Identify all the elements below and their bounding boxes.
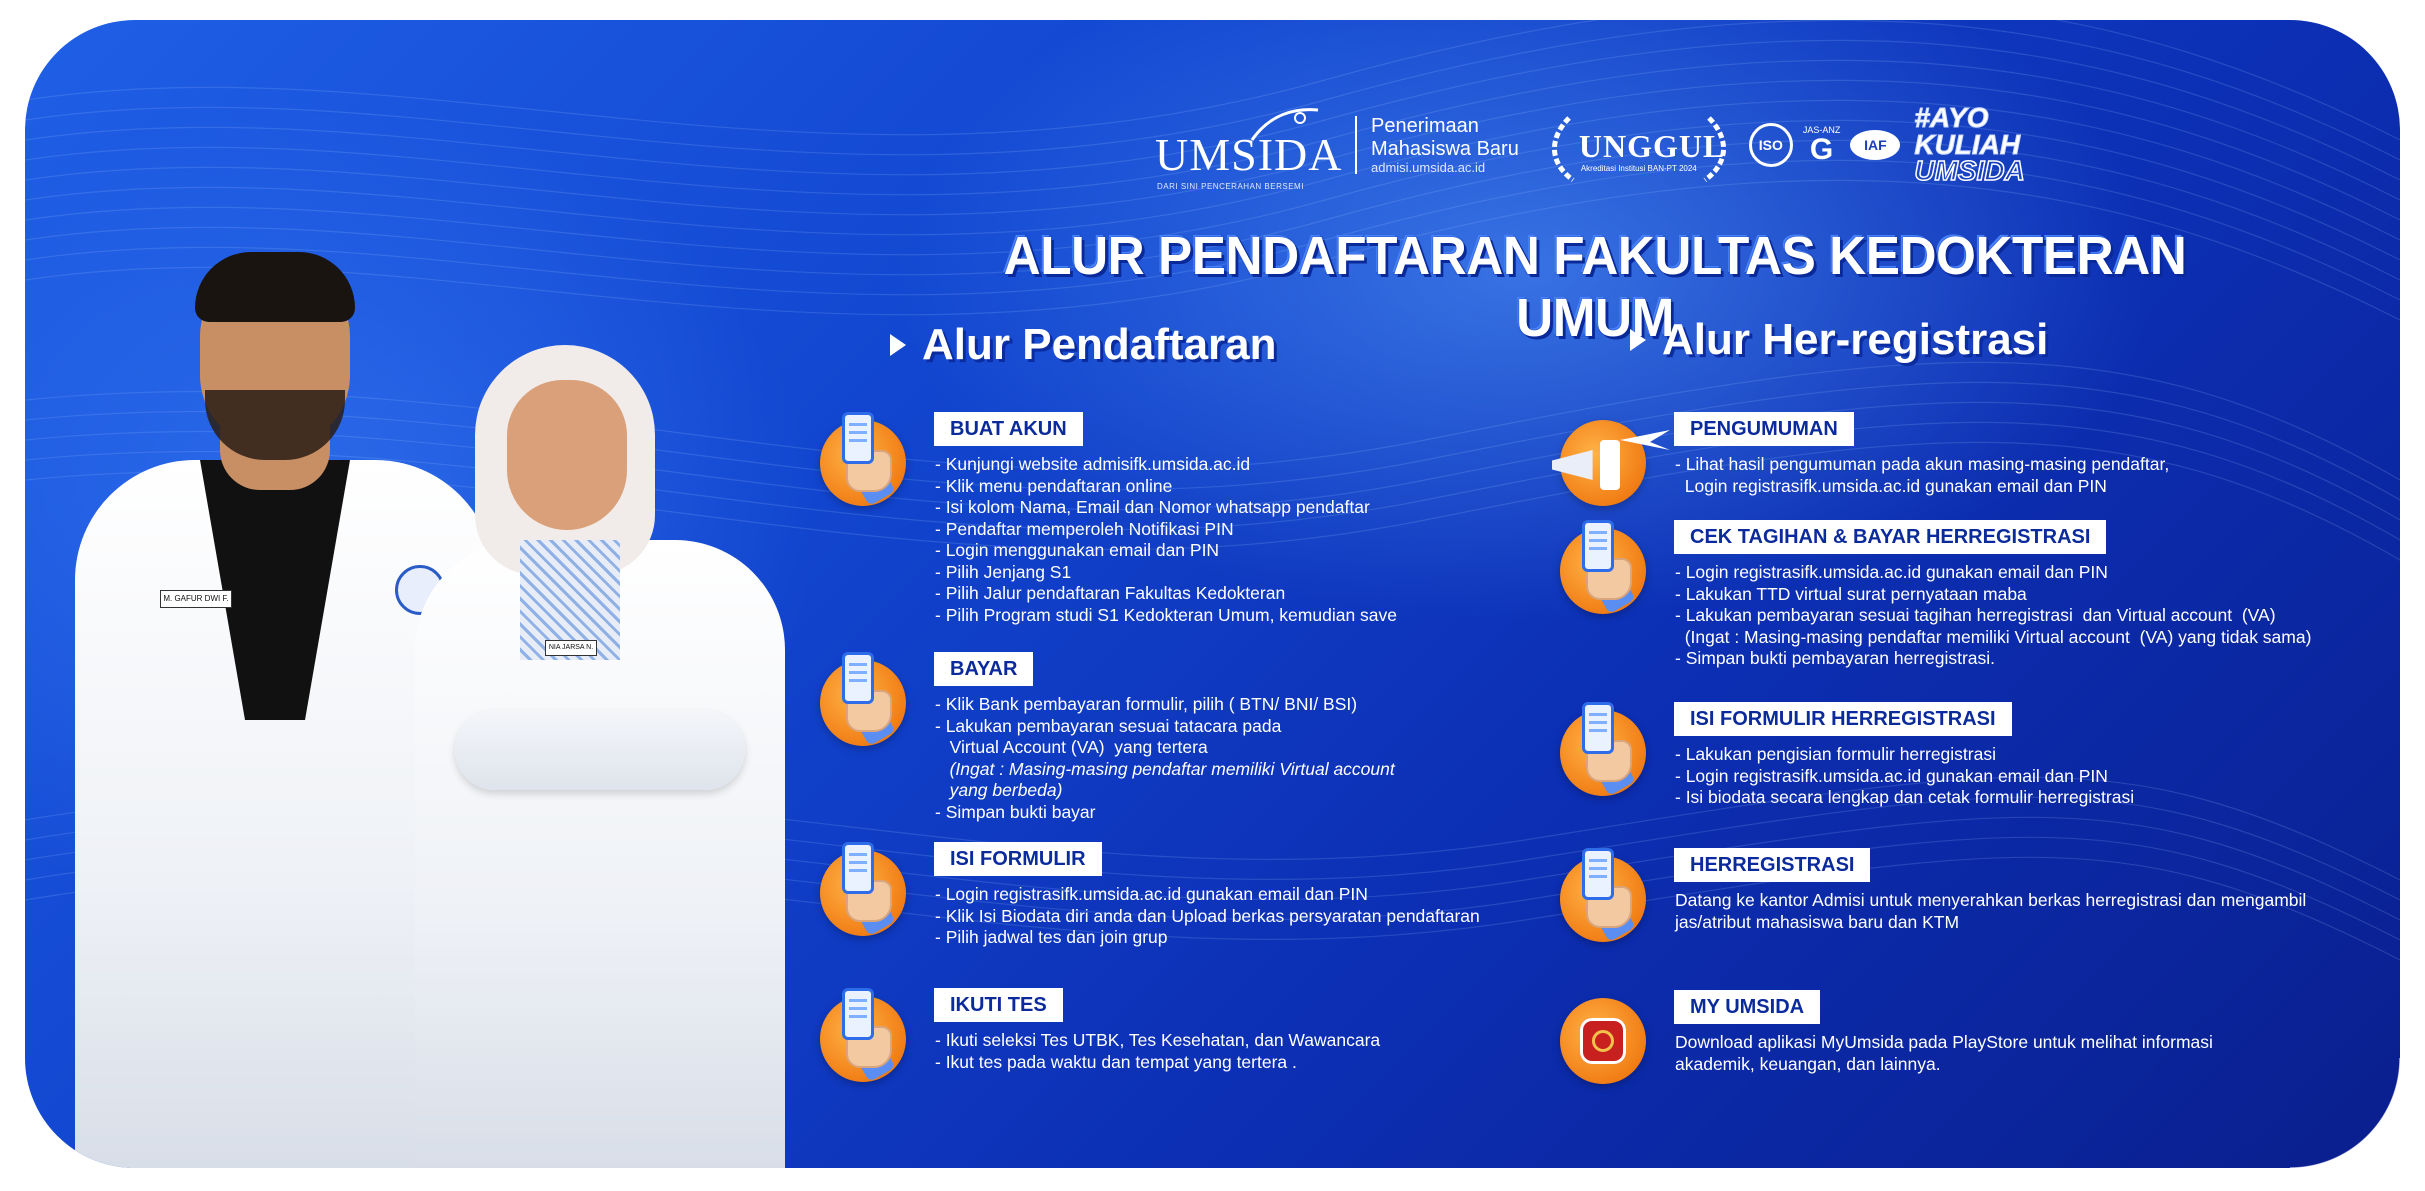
step-label: MY UMSIDA xyxy=(1674,990,1820,1024)
step-label: PENGUMUMAN xyxy=(1674,412,1854,446)
umsida-outline-text: UMSIDA xyxy=(1914,155,2025,187)
step-line: (Ingat : Masing-masing pendaftar memiliki Virtual account xyxy=(935,758,1395,779)
step-line: yang berbeda) xyxy=(935,780,1063,800)
step-description xyxy=(1675,744,2134,809)
pmb-line1: Penerimaan xyxy=(1371,114,1479,137)
step-line: - Lakukan pengisian formulir herregistrasi xyxy=(1675,744,1996,764)
step-label: CEK TAGIHAN & BAYAR HERREGISTRASI xyxy=(1674,520,2106,554)
step-label: ISI FORMULIR xyxy=(934,842,1102,876)
page-title: ALUR PENDAFTARAN FAKULTAS KEDOKTERAN UMUM xyxy=(1003,226,2187,348)
megaphone-icon xyxy=(1560,420,1646,506)
step-line: - Login menggunakan email dan PIN xyxy=(935,540,1220,560)
step-line: - Kunjungi website admisifk.umsida.ac.id xyxy=(935,454,1251,474)
umsida-wordmark: UMSIDA xyxy=(1155,129,1343,180)
section-heading-pendaftaran xyxy=(890,320,1277,370)
step-line: jas/atribut mahasiswa baru dan KTM xyxy=(1675,911,1960,932)
step-description xyxy=(935,884,1480,949)
crossed-arms xyxy=(455,710,745,790)
step-line: - Klik Isi Biodata diri anda dan Upload berkas persyaratan pendaftaran xyxy=(935,905,1480,926)
ayo-kuliah-logo xyxy=(1914,102,2025,187)
banner xyxy=(25,20,2400,1168)
my-umsida-app-icon xyxy=(1560,998,1646,1084)
step-line: Virtual Account (VA) yang tertera xyxy=(935,737,1208,757)
step-description xyxy=(1675,454,2169,497)
female-doctor-photo xyxy=(415,340,795,1168)
play-arrow-icon xyxy=(890,334,906,356)
jas-anz-badge xyxy=(1803,125,1841,165)
step-line: (Ingat : Masing-masing pendaftar memiliki Virtual account (VA) yang tidak sama) xyxy=(1675,626,2312,647)
step-description xyxy=(1675,562,2311,670)
step-line: - Isi kolom Nama, Email dan Nomor whatsapp pendaftar xyxy=(935,497,1370,517)
step-line: - Pilih Jenjang S1 xyxy=(935,561,1072,582)
jas-anz-mark: G xyxy=(1809,133,1834,166)
step-line: - Lakukan TTD virtual surat pernyataan maba xyxy=(1675,583,2027,604)
test-tablet-icon xyxy=(820,996,906,1082)
play-arrow-icon xyxy=(1630,329,1646,351)
step-line: - Pilih Jalur pendaftaran Fakultas Kedokteran xyxy=(935,583,1286,603)
unggul-text: UNGGUL xyxy=(1578,128,1726,164)
section-heading-text: Alur Pendaftaran xyxy=(922,320,1277,369)
step-line: - Login registrasifk.umsida.ac.id gunakan email dan PIN xyxy=(935,884,1368,904)
step-label: BAYAR xyxy=(934,652,1033,686)
step-line: - Ikut tes pada waktu dan tempat yang tertera . xyxy=(935,1051,1297,1072)
step-line: - Pilih Program studi S1 Kedokteran Umum, kemudian save xyxy=(935,604,1398,625)
step-description xyxy=(1675,890,2306,933)
card-payment-icon xyxy=(820,660,906,746)
step-label: BUAT AKUN xyxy=(934,412,1083,446)
step-line: Datang ke kantor Admisi untuk menyerahkan berkas herregistrasi dan mengambil xyxy=(1675,890,2307,910)
step-description xyxy=(935,454,1397,626)
step-description xyxy=(935,1030,1380,1073)
step-line: - Simpan bukti bayar xyxy=(935,801,1096,822)
umsida-tagline: DARI SINI PENCERAHAN BERSEMI xyxy=(1157,182,1304,191)
header-divider xyxy=(1355,116,1357,174)
step-line: - Ikuti seleksi Tes UTBK, Tes Kesehatan, dan Wawancara xyxy=(935,1030,1381,1050)
step-label: IKUTI TES xyxy=(934,988,1063,1022)
step-line: - Lakukan pembayaran sesuai tatacara pada xyxy=(935,715,1282,736)
step-line: Download aplikasi MyUmsida pada PlayStore untuk melihat informasi xyxy=(1675,1032,2213,1052)
step-line: akademik, keuangan, dan lainnya. xyxy=(1675,1053,1941,1074)
phone-hand-icon xyxy=(820,420,906,506)
pmb-line2: Mahasiswa Baru xyxy=(1371,137,1519,160)
ayo-text: #AYO xyxy=(1914,102,1989,134)
name-badge-male: M. GAFUR DWI F. xyxy=(160,590,232,608)
section-heading-herregistrasi xyxy=(1630,315,2048,365)
phone-hand-icon xyxy=(1560,856,1646,942)
form-phone-icon xyxy=(1560,710,1646,796)
step-line: - Lakukan pembayaran sesuai tagihan herregistrasi dan Virtual account (VA) xyxy=(1675,605,2276,625)
unggul-badge xyxy=(1539,100,1739,190)
pmb-site: admisi.umsida.ac.id xyxy=(1371,159,1486,175)
iaf-badge: IAF xyxy=(1850,130,1900,160)
jas-anz-label: JAS-ANZ xyxy=(1802,125,1841,135)
step-line: - Klik Bank pembayaran formulir, pilih ( BTN/ BNI/ BSI) xyxy=(935,694,1358,714)
header-logos xyxy=(1155,90,2025,200)
face xyxy=(507,380,627,530)
unggul-subtitle: Akreditasi Institusi BAN-PT 2024 xyxy=(1580,164,1697,173)
certifications xyxy=(1749,123,1901,167)
step-line: - Pendaftar memperoleh Notifikasi PIN xyxy=(935,518,1234,539)
form-phone-icon xyxy=(820,850,906,936)
step-line: - Pilih jadwal tes dan join grup xyxy=(935,927,1168,947)
step-line: - Login registrasifk.umsida.ac.id gunakan email dan PIN xyxy=(1675,562,2108,582)
step-label: ISI FORMULIR HERREGISTRASI xyxy=(1674,702,2012,736)
umsida-logo xyxy=(1155,100,1343,191)
step-description xyxy=(935,694,1395,823)
phone-hand-icon xyxy=(1560,528,1646,614)
step-line: - Simpan bukti pembayaran herregistrasi. xyxy=(1675,648,1996,668)
name-badge-female: NIA JARSA N. xyxy=(545,640,597,656)
kuliah-text: KULIAH xyxy=(1914,128,2021,160)
step-line: - Login registrasifk.umsida.ac.id gunakan email dan PIN xyxy=(1675,765,2108,786)
step-label: HERREGISTRASI xyxy=(1674,848,1870,882)
step-description xyxy=(1675,1032,2213,1075)
step-line: - Isi biodata secara lengkap dan cetak formulir herregistrasi xyxy=(1675,787,2135,807)
section-heading-text: Alur Her-registrasi xyxy=(1662,315,2049,364)
pmb-text xyxy=(1371,115,1519,176)
step-line: - Lihat hasil pengumuman pada akun masing-masing pendaftar, xyxy=(1675,454,2170,474)
hair xyxy=(195,252,355,322)
iso-badge: ISO xyxy=(1749,123,1793,167)
step-line: Login registrasifk.umsida.ac.id gunakan email dan PIN xyxy=(1675,475,2107,496)
step-line: - Klik menu pendaftaran online xyxy=(935,475,1173,496)
